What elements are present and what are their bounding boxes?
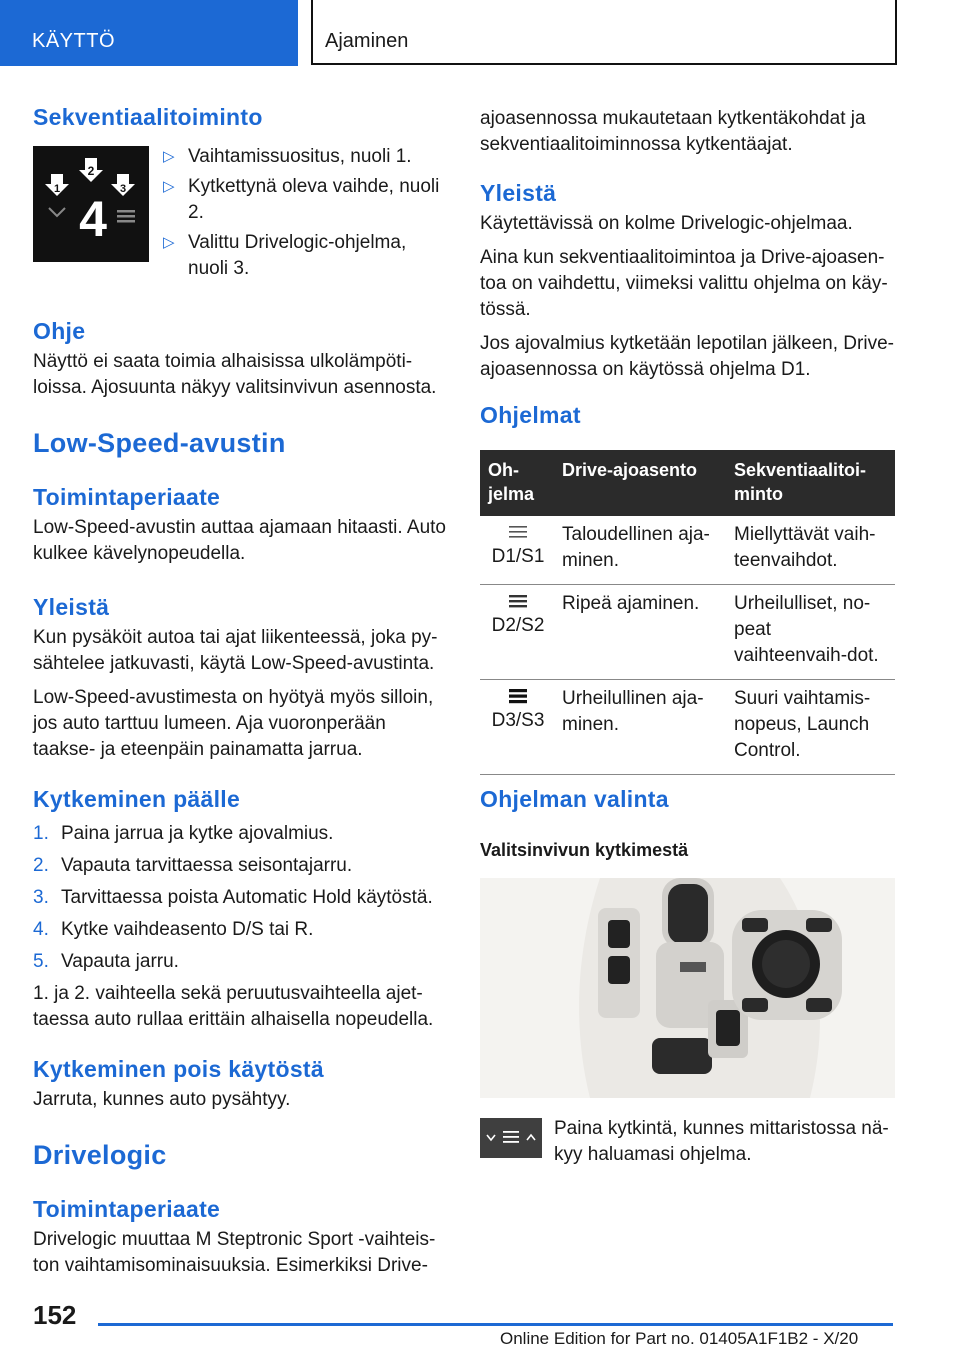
switch-off-title: Kytkeminen pois käytöstä xyxy=(33,1056,324,1082)
list-item: ▷ Kytkettynä oleva vaihde, nuoli 2. xyxy=(163,176,440,223)
sequential-title: Sekventiaalitoiminto xyxy=(33,104,263,130)
note-title: Ohje xyxy=(33,318,86,344)
selection-instruction: Paina kytkintä, kunnes mittaristossa nä-kyy haluamasi ohjelma. xyxy=(554,1118,889,1165)
sequential-cell: Miellyttävät vaih-teenvaihdot. xyxy=(726,516,895,585)
low-speed-general-title: Yleistä xyxy=(33,594,110,620)
list-item: 3. Tarvittaessa poista Automatic Hold käytöstä. xyxy=(33,887,433,908)
list-item: 5. Vapauta jarru. xyxy=(33,951,179,972)
column-header-sequential: Sekventiaalitoi-minto xyxy=(726,450,895,516)
low-speed-principle-title: Toimintaperiaate xyxy=(33,484,221,510)
arrow-1-label: 1 xyxy=(53,183,61,195)
drivelogic-principle-text: Drivelogic muuttaa M Steptronic Sport -vaihteis-ton vaihtamisominaisuuksia. Esimerkiksi Drive- xyxy=(33,1229,436,1276)
switch-on-steps xyxy=(33,821,449,975)
table-header-row xyxy=(480,450,895,516)
sequential-bullets xyxy=(161,144,451,286)
header-chapter-box xyxy=(311,0,897,65)
table-row xyxy=(480,516,895,585)
drive-cell: Ripeä ajaminen. xyxy=(554,585,726,680)
general-p3: Jos ajovalmius kytketään lepotilan jälkeen, Drive-ajoasennossa on käytössä ohjelma D1. xyxy=(480,333,894,380)
header-section-label: KÄYTTÖ xyxy=(32,30,116,52)
list-item: 4. Kytke vaihdeasento D/S tai R. xyxy=(33,919,314,940)
table-row xyxy=(480,680,895,775)
sequential-cell: Urheilulliset, no-peat vaihteenvaih-dot. xyxy=(726,585,895,680)
switch-on-note: 1. ja 2. vaihteella sekä peruutusvaihteella ajet-taessa auto rullaa erittäin alhaisella nopeudella. xyxy=(33,983,434,1030)
general-p2: Aina kun sekventiaalitoimintoa ja Drive-ajoasen-toa on vaihdettu, viimeksi valittu ohjelma on käy-tössä. xyxy=(480,247,888,320)
program-selection-title: Ohjelman valinta xyxy=(480,786,669,812)
program-d1-icon xyxy=(506,524,530,540)
list-item: ▷ Vaihtamissuositus, nuoli 1. xyxy=(161,144,451,170)
page-number: 152 xyxy=(33,1300,77,1330)
low-speed-general-p1: Kun pysäköit autoa tai ajat liikenteessä, joka py-sähtelee jatkuvasti, käytä Low-Speed-avustinta. xyxy=(33,627,438,674)
selector-lever-subtitle: Valitsinvivun kytkimestä xyxy=(480,840,689,860)
center-console-photo xyxy=(480,878,895,1098)
general-title: Yleistä xyxy=(480,180,557,206)
list-item: 1. Paina jarrua ja kytke ajovalmius. xyxy=(33,823,334,844)
continued-text: ajoasennossa mukautetaan kytkentäkohdat ja sekventiaalitoiminnossa kytkentäajat. xyxy=(480,108,866,155)
switch-on-title: Kytkeminen päälle xyxy=(33,786,241,812)
low-speed-general-p2: Low-Speed-avustimesta on hyötyä myös silloin, jos auto tarttuu lumeen. Aja vuoronperään taakse- ja eteenpäin painamatta jarrua. xyxy=(33,687,434,760)
program-code: D3/S3 xyxy=(491,710,545,731)
gear-number: 4 xyxy=(79,191,107,247)
sequential-cell: Suuri vaihtamis-nopeus, Launch Control. xyxy=(726,680,895,775)
program-code: D1/S1 xyxy=(491,546,545,567)
triangle-bullet-icon: ▷ xyxy=(163,178,175,195)
switch-off-text: Jarruta, kunnes auto pysähtyy. xyxy=(33,1089,291,1110)
programs-title: Ohjelmat xyxy=(480,402,581,428)
column-header-drive: Drive-ajoasento xyxy=(554,450,726,516)
header-chapter-label: Ajaminen xyxy=(325,30,409,52)
note-text: Näyttö ei saata toimia alhaisissa ulkolämpöti-loissa. Ajosuunta näkyy valitsinvivun asennosta. xyxy=(33,351,437,398)
drivelogic-title: Drivelogic xyxy=(33,1140,167,1170)
programs-table xyxy=(480,450,895,775)
arrow-2-label: 2 xyxy=(87,164,95,178)
program-d3-icon xyxy=(506,688,530,704)
drivelogic-switch-icon xyxy=(480,1118,542,1158)
program-code: D2/S2 xyxy=(491,615,545,636)
triangle-bullet-icon: ▷ xyxy=(163,148,175,165)
drive-cell: Urheilullinen aja-minen. xyxy=(554,680,726,775)
low-speed-title: Low-Speed-avustin xyxy=(33,428,286,458)
sequential-display-icon xyxy=(33,146,149,262)
low-speed-principle-text: Low-Speed-avustin auttaa ajamaan hitaasti. Auto kulkee kävelynopeudella. xyxy=(33,517,446,564)
arrow-3-label: 3 xyxy=(119,183,127,195)
drivelogic-principle-title: Toimintaperiaate xyxy=(33,1196,221,1222)
triangle-bullet-icon: ▷ xyxy=(163,234,175,251)
edition-text: Online Edition for Part no. 01405A1F1B2 - X/20 xyxy=(500,1329,859,1348)
header-section-tab xyxy=(0,0,298,66)
table-row xyxy=(480,585,895,680)
column-header-program: Oh-jelma xyxy=(480,450,554,516)
footer-rule xyxy=(98,1323,893,1326)
list-item: 2. Vapauta tarvittaessa seisontajarru. xyxy=(33,855,353,876)
program-d2-icon xyxy=(506,593,530,609)
list-item: ▷ Valittu Drivelogic-ohjelma, nuoli 3. xyxy=(163,232,407,279)
general-p1: Käytettävissä on kolme Drivelogic-ohjelmaa. xyxy=(480,213,853,234)
drive-cell: Taloudellinen aja-minen. xyxy=(554,516,726,585)
